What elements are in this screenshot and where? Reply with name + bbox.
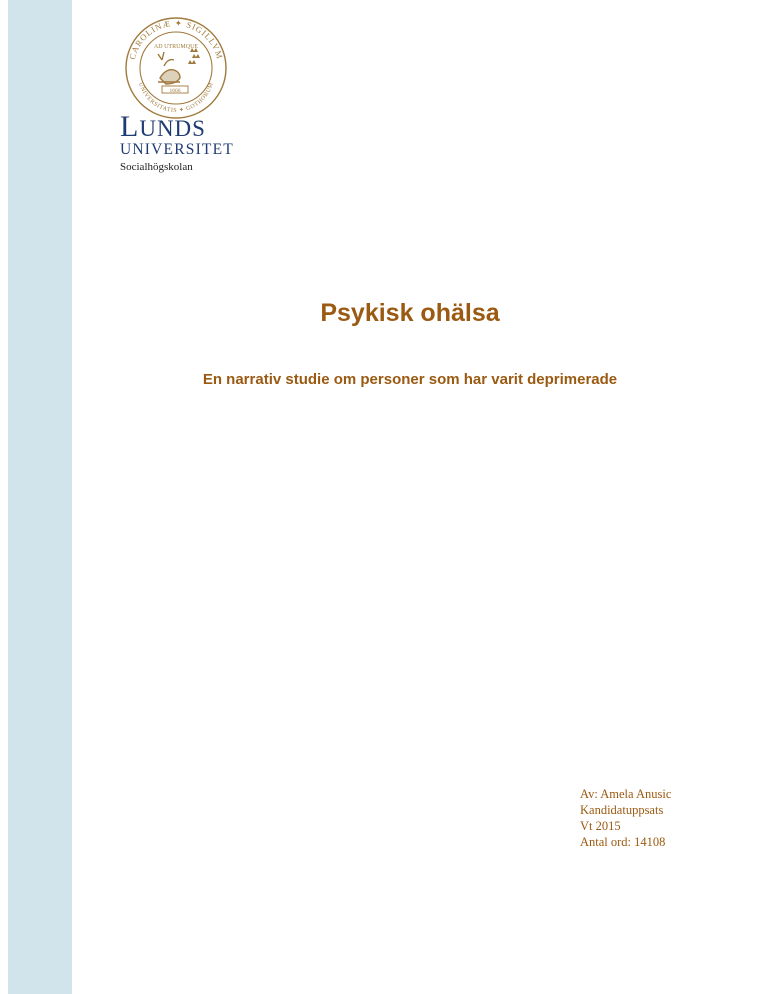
word-count-line: Antal ord: 14108 <box>580 835 666 849</box>
seal-crowns-icon <box>188 48 200 64</box>
seal-motto: AD UTRUMQUE <box>153 44 199 50</box>
thesis-type-line: Kandidatuppsats <box>580 803 664 817</box>
document-title: Psykisk ohälsa <box>320 299 500 327</box>
seal-ring-text-top: CAROLINÆ ✦ SIGILLVM <box>126 17 226 61</box>
seal-lion-icon <box>158 52 180 84</box>
document-subtitle: En narrativ studie om personer som har varit deprimerade <box>202 371 618 388</box>
side-color-band <box>8 0 72 994</box>
logo-lunds-initial: L <box>120 110 140 143</box>
faculty-name: Socialhögskolan <box>120 161 193 173</box>
thesis-info-block <box>580 786 671 850</box>
logo-lunds-rest: UNDS <box>139 116 206 141</box>
term-line: Vt 2015 <box>580 819 621 833</box>
seal-ring-text-bottom: UNIVERSITATIS ✦ GOTHORUM <box>137 81 215 115</box>
university-seal-logo <box>124 16 228 120</box>
logo-wordmark-universitet: UNIVERSITET <box>120 141 234 158</box>
author-line: Av: Amela Anusic <box>580 787 672 801</box>
svg-text:CAROLINÆ ✦ SIGILLVM <box>127 18 225 61</box>
seal-year: 1666 <box>169 88 181 94</box>
